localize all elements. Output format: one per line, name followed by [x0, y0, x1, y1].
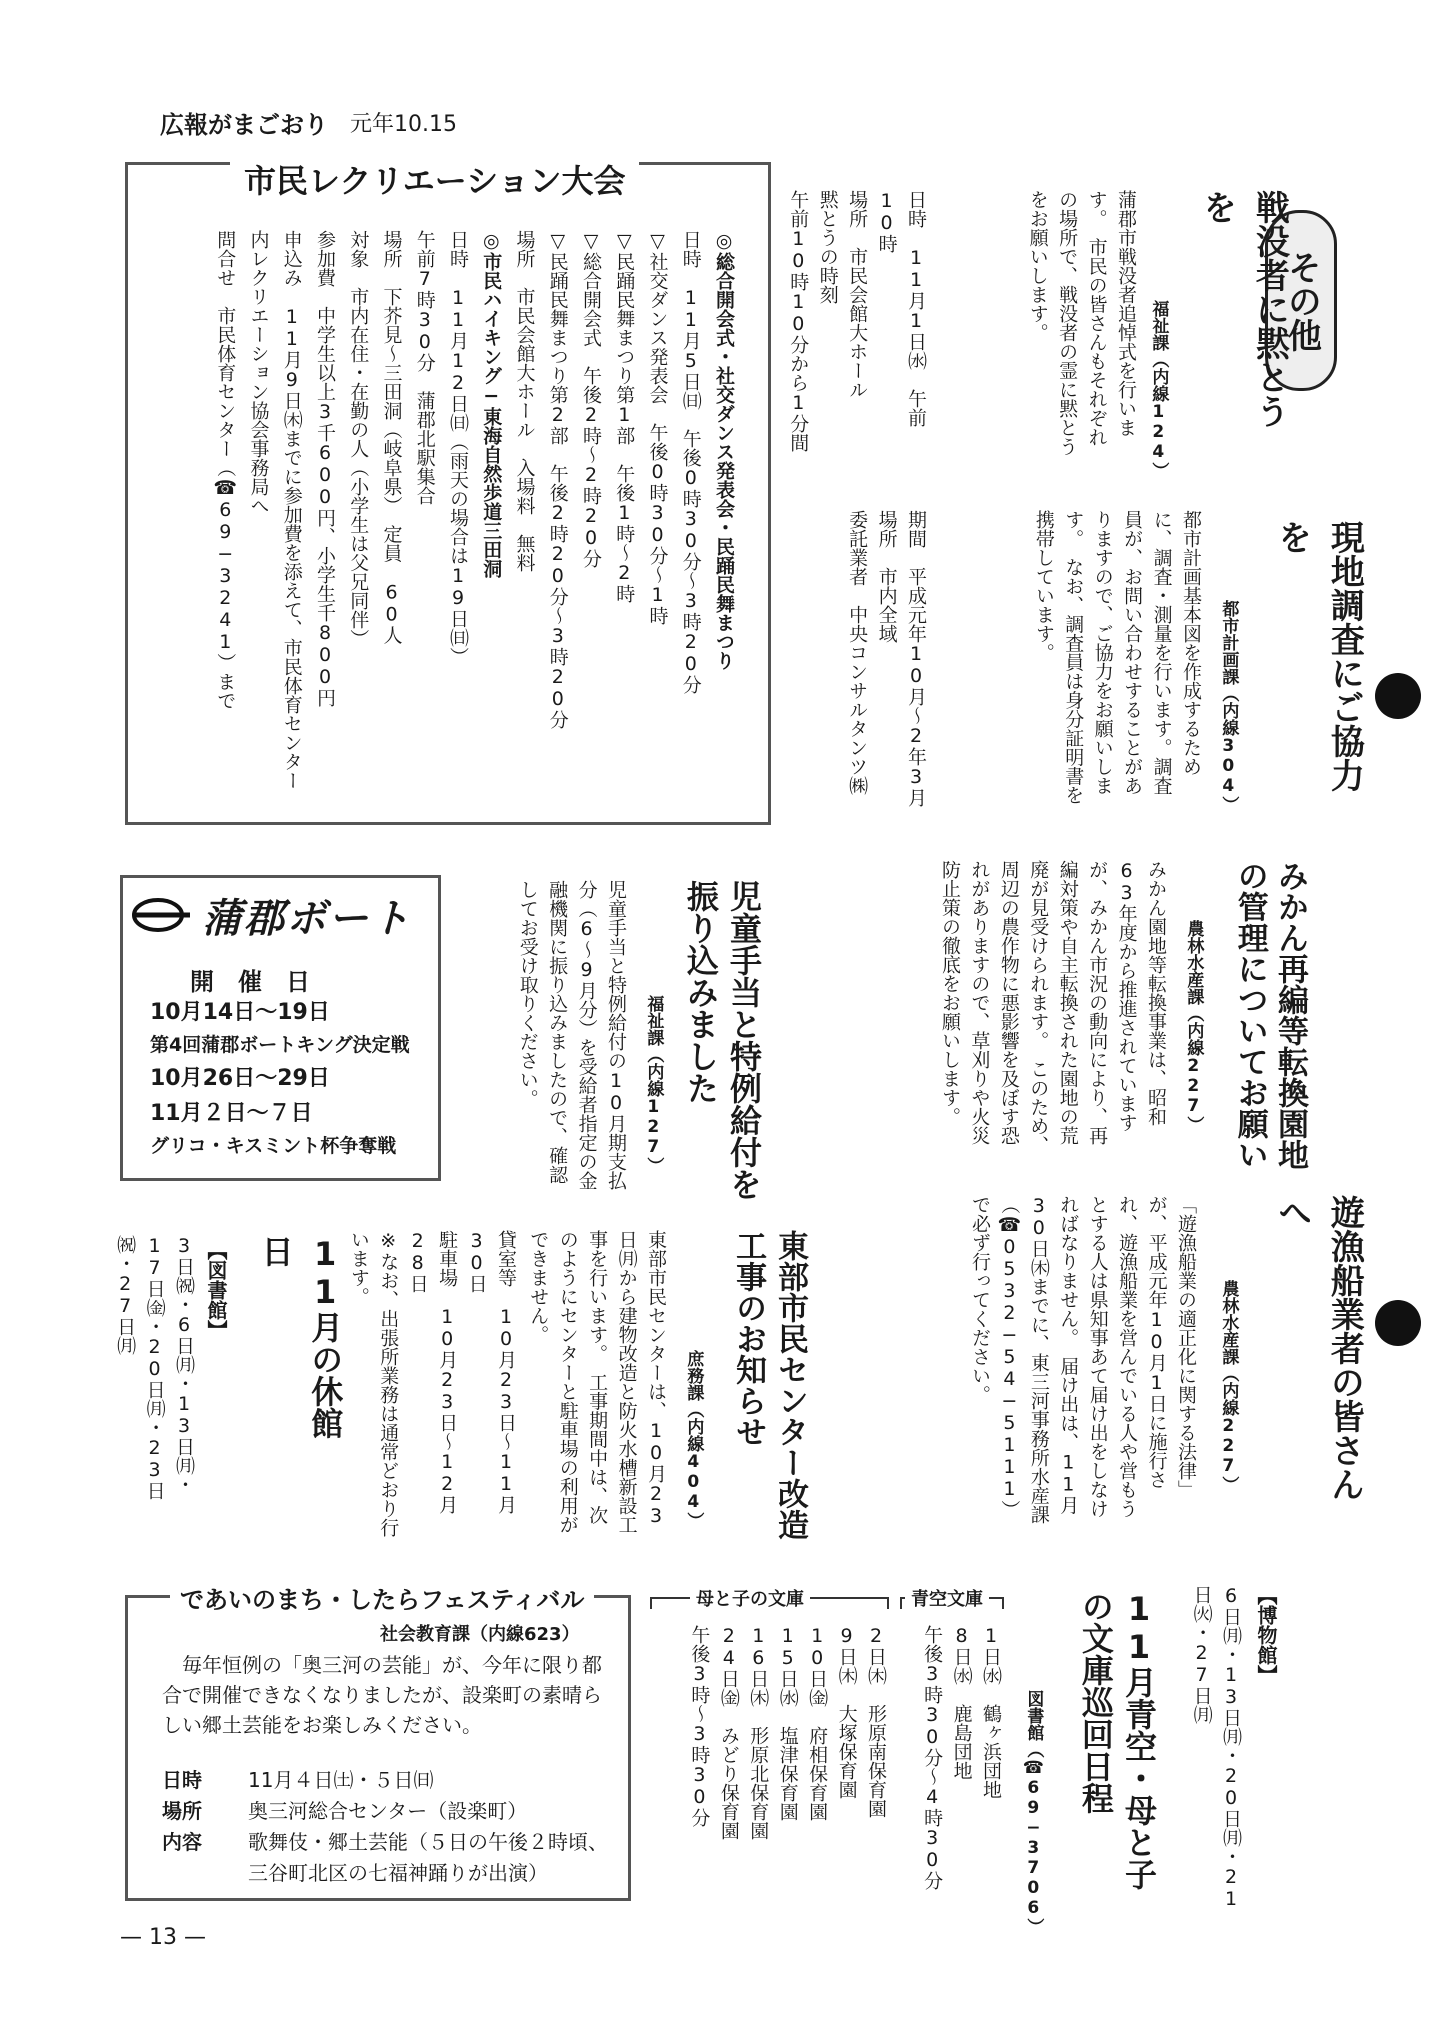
genchi-details — [790, 510, 930, 826]
recreation-line: ◎市民ハイキング−東海自然歩道三田洞 — [480, 230, 503, 578]
festival-row-label: 場所 — [162, 1799, 202, 1823]
recreation-line: 場所 下芥見〜三田洞（岐阜県） 定員 60人 — [380, 230, 403, 645]
festival-row-value: 歌舞伎・郷土芸能（５日の午後２時頃、三谷町北区の七福神踊りが出演） — [248, 1830, 608, 1885]
yugyo-body: 「遊漁船業の適正化に関する法律」が、平成元年10月1日に施行され、遊漁船業を営んでいる人や営もうとする人は県知事あて届け出をしなければなりません。 届け出は、11月30日㈭までに、東三河事務所水産課（☎0532−54−5111）で必ず行ってください。 — [968, 1195, 1197, 1524]
genchi-detail: 期間 平成元年10月〜2年3月 場所 市内全域 — [875, 510, 927, 826]
boat-line: 10月14日〜19日 — [150, 1000, 330, 1025]
mikan-dept: 農林水産課（内線227） — [1183, 920, 1204, 1133]
genchi-body: 都市計画基本図を作成するために、調査・測量を行います。調査員が、お問い合わせすることがありますので、ご協力をお願いします。 なお、調査員は身分証明書を携帯しています。 — [1032, 510, 1202, 805]
hahako-item: 午後3時〜3時30分 — [688, 1625, 711, 1827]
yugyo-dept: 農林水産課（内線227） — [1218, 1280, 1239, 1493]
recreation-lines — [150, 230, 740, 790]
senbotsu-detail: 午前10時10分から1分間 — [787, 190, 810, 452]
recreation-line: ▽民踊民舞まつり第1部 午後1時〜2時 — [613, 230, 636, 603]
aozora-label: 青空文庫 — [905, 1585, 989, 1611]
recreation-line: ◎総合開会式・社交ダンス発表会・民踊民舞まつり — [713, 230, 735, 670]
aozora-item: 8日㈬ 鹿島団地 — [950, 1625, 973, 1780]
museum-label: 【博物館】 — [1254, 1585, 1278, 1685]
recreation-line: 申込み 11月9日㈭までに参加費を添えて、市民体育センター内レクリエーション協会事務局へ — [247, 230, 303, 790]
genchi-dept: 都市計画課（内線304） — [1218, 600, 1239, 813]
aozora-list — [895, 1625, 1005, 1965]
library-days: 3日㈷・6日㈪・13日㈪・17日㈮・20日㈪・23日㈷・27日㈪ — [114, 1235, 195, 1500]
boat-line: 10月26日〜29日 — [150, 1065, 330, 1091]
festival-body: 毎年恒例の「奥三河の芸能」が、今年に限り都合で開催できなくなりましたが、設楽町の素晴らしい郷土芸能をお楽しみください。 — [162, 1653, 602, 1737]
section-label: その他 — [1265, 210, 1337, 391]
jido-body: 児童手当と特例給付の10月期支払分（6〜9月分）を受給者指定の金融機関に振り込みましたので、確認してお受け取りください。 — [516, 880, 627, 1190]
recreation-line: 午前7時30分 蒲郡北駅集合 — [413, 230, 436, 505]
festival-rows — [162, 1765, 612, 1889]
festival-row — [162, 1827, 612, 1889]
publication-title: 広報がまごおり — [160, 111, 328, 139]
jido-title: 児童手当と特例給付を振り込みました — [681, 880, 763, 1200]
festival-row — [162, 1796, 612, 1827]
recreation-line: 場所 市民会館大ホール 入場料 無料 — [513, 230, 536, 572]
hahako-item: 10日㈮ 府相保育園 — [806, 1625, 829, 1821]
festival-row — [162, 1765, 612, 1796]
tobu-detail: ※なお、出張所業務は通常どおり行います。 — [347, 1230, 400, 1537]
bunko-contact: 図書館（☎69−3706） — [1023, 1690, 1044, 1935]
festival-row-label: 日時 — [162, 1768, 202, 1792]
festival-row-value: 11月４日㈯・５日㈰ — [248, 1768, 434, 1792]
senbotsu-body: 蒲郡市戦没者追悼式を行います。 市民の皆さんもそれぞれの場所で、戦没者の霊に黙とうをお願いします。 — [1026, 190, 1137, 456]
margin-dot — [1375, 673, 1421, 719]
festival-title: であいのまち・したらフェスティバル — [170, 1580, 594, 1615]
margin-dot — [1375, 1300, 1421, 1346]
page-number: — 13 — — [120, 1925, 206, 1950]
senbotsu-title: 戦没者に黙とうを — [1196, 190, 1290, 428]
recreation-line: ▽総合開会式 午後2時〜2時20分 — [580, 230, 602, 568]
senbotsu-detail: 黙とうの時刻 — [816, 190, 839, 304]
yugyo-title: 遊漁船業者の皆さんへ — [1271, 1195, 1365, 1501]
recreation-line: ▽民踊民舞まつり第2部 午後2時20分〜3時20分 — [546, 230, 569, 729]
hahako-item: 24日㈮ みどり保育園 — [717, 1625, 740, 1840]
festival-row-label: 内容 — [162, 1830, 202, 1854]
recreation-line: 問合せ 市民体育センター（☎69−3241）まで — [214, 230, 237, 710]
kyukan-title: 11月の休館日 — [256, 1235, 345, 1439]
recreation-line: ▽社交ダンス発表会 午後0時30分〜1時 — [646, 230, 669, 625]
tobu-title: 東部市民センター改造工事のお知らせ — [730, 1230, 808, 1540]
festival-dept: 社会教育課（内線623） — [380, 1624, 580, 1645]
tobu-dept: 庶務課（内線404） — [683, 1350, 704, 1529]
aozora-item: 午後3時30分〜4時30分 — [921, 1625, 944, 1890]
hahako-label: 母と子の文庫 — [690, 1585, 810, 1611]
boat-logo-icon — [130, 895, 192, 935]
boat-logo-text: 蒲郡ボート — [202, 895, 412, 942]
boat-logo — [130, 885, 425, 945]
hahako-list — [640, 1625, 890, 1965]
senbotsu-detail: 日時 11月1日㈬ 午前10時 — [875, 190, 927, 427]
recreation-line: 対象 市内在住・在勤の人（小学生は父兄同伴） — [347, 230, 370, 648]
tobu-detail: 駐車場 10月23日〜12月28日 — [406, 1230, 459, 1514]
boat-heading: 開 催 日 — [190, 968, 310, 996]
senbotsu-dept: 福祉課（内線124） — [1148, 300, 1169, 479]
hahako-item: 16日㈭ 形原北保育園 — [747, 1625, 770, 1840]
senbotsu-detail: 場所 市民会館大ホール — [846, 190, 869, 399]
boat-lines — [150, 995, 410, 1161]
recreation-line: 日時 11月5日㈰ 午後0時30分〜3時20分 — [679, 230, 702, 694]
tobu-detail: 貸室等 10月23日〜11月30日 — [465, 1230, 517, 1514]
hahako-item: 9日㈭ 大塚保育園 — [835, 1625, 858, 1799]
hahako-item: 2日㈭ 形原南保育園 — [865, 1625, 887, 1818]
bunko-title: 11月青空・母と子の文庫巡回日程 — [1076, 1590, 1158, 1890]
library-label: 【図書館】 — [204, 1240, 228, 1340]
senbotsu-details — [780, 190, 930, 465]
genchi-title: 現地調査にご協力を — [1271, 520, 1365, 792]
mikan-body: みかん園地等転換事業は、昭和63年度から推進されていますが、みかん市況の動向により、再編対策や自主転換された園地の荒廃が見受けられます。 このため、周辺の農作物に悪影響を及ぼす恐れがありますので、草刈りや火災防止策の徹底をお願いします。 — [938, 860, 1167, 1155]
hahako-item: 15日㈬ 塩津保育園 — [776, 1625, 799, 1821]
aozora-item: 1日㈬ 鶴ヶ浜団地 — [980, 1625, 1002, 1799]
boat-line: 11月２日〜７日 — [150, 1100, 313, 1126]
tobu-details — [320, 1230, 520, 1540]
publication-date: 元年10.15 — [350, 112, 457, 137]
mikan-title: みかん再編等転換園地の管理についてお願い — [1231, 860, 1308, 1170]
boat-line: 第4回蒲郡ボートキング決定戦 — [150, 1034, 410, 1057]
jido-dept: 福祉課（内線127） — [643, 995, 664, 1174]
museum-days: 6日㈪・13日㈪・20日㈪・21日㈫・27日㈪ — [1190, 1585, 1242, 1910]
tobu-body: 東部市民センターは、10月23日㈪から建物改造と防火水槽新設工事を行います。 工事期間中は、次のようにセンターと駐車場の利用ができません。 — [527, 1230, 667, 1534]
genchi-detail: 委託業者 中央コンサルタンツ㈱ — [846, 510, 869, 795]
festival-row-value: 奥三河総合センター（設楽町） — [248, 1799, 528, 1823]
recreation-title: 市民レクリエーション大会 — [230, 148, 639, 210]
recreation-line: 日時 11月12日㈰（雨天の場合は19日㈰） — [447, 230, 469, 666]
recreation-line: 参加費 中学生以上3千600円、小学生千800円 — [314, 230, 336, 707]
boat-line: グリコ・キスミント杯争奪戦 — [150, 1134, 397, 1157]
